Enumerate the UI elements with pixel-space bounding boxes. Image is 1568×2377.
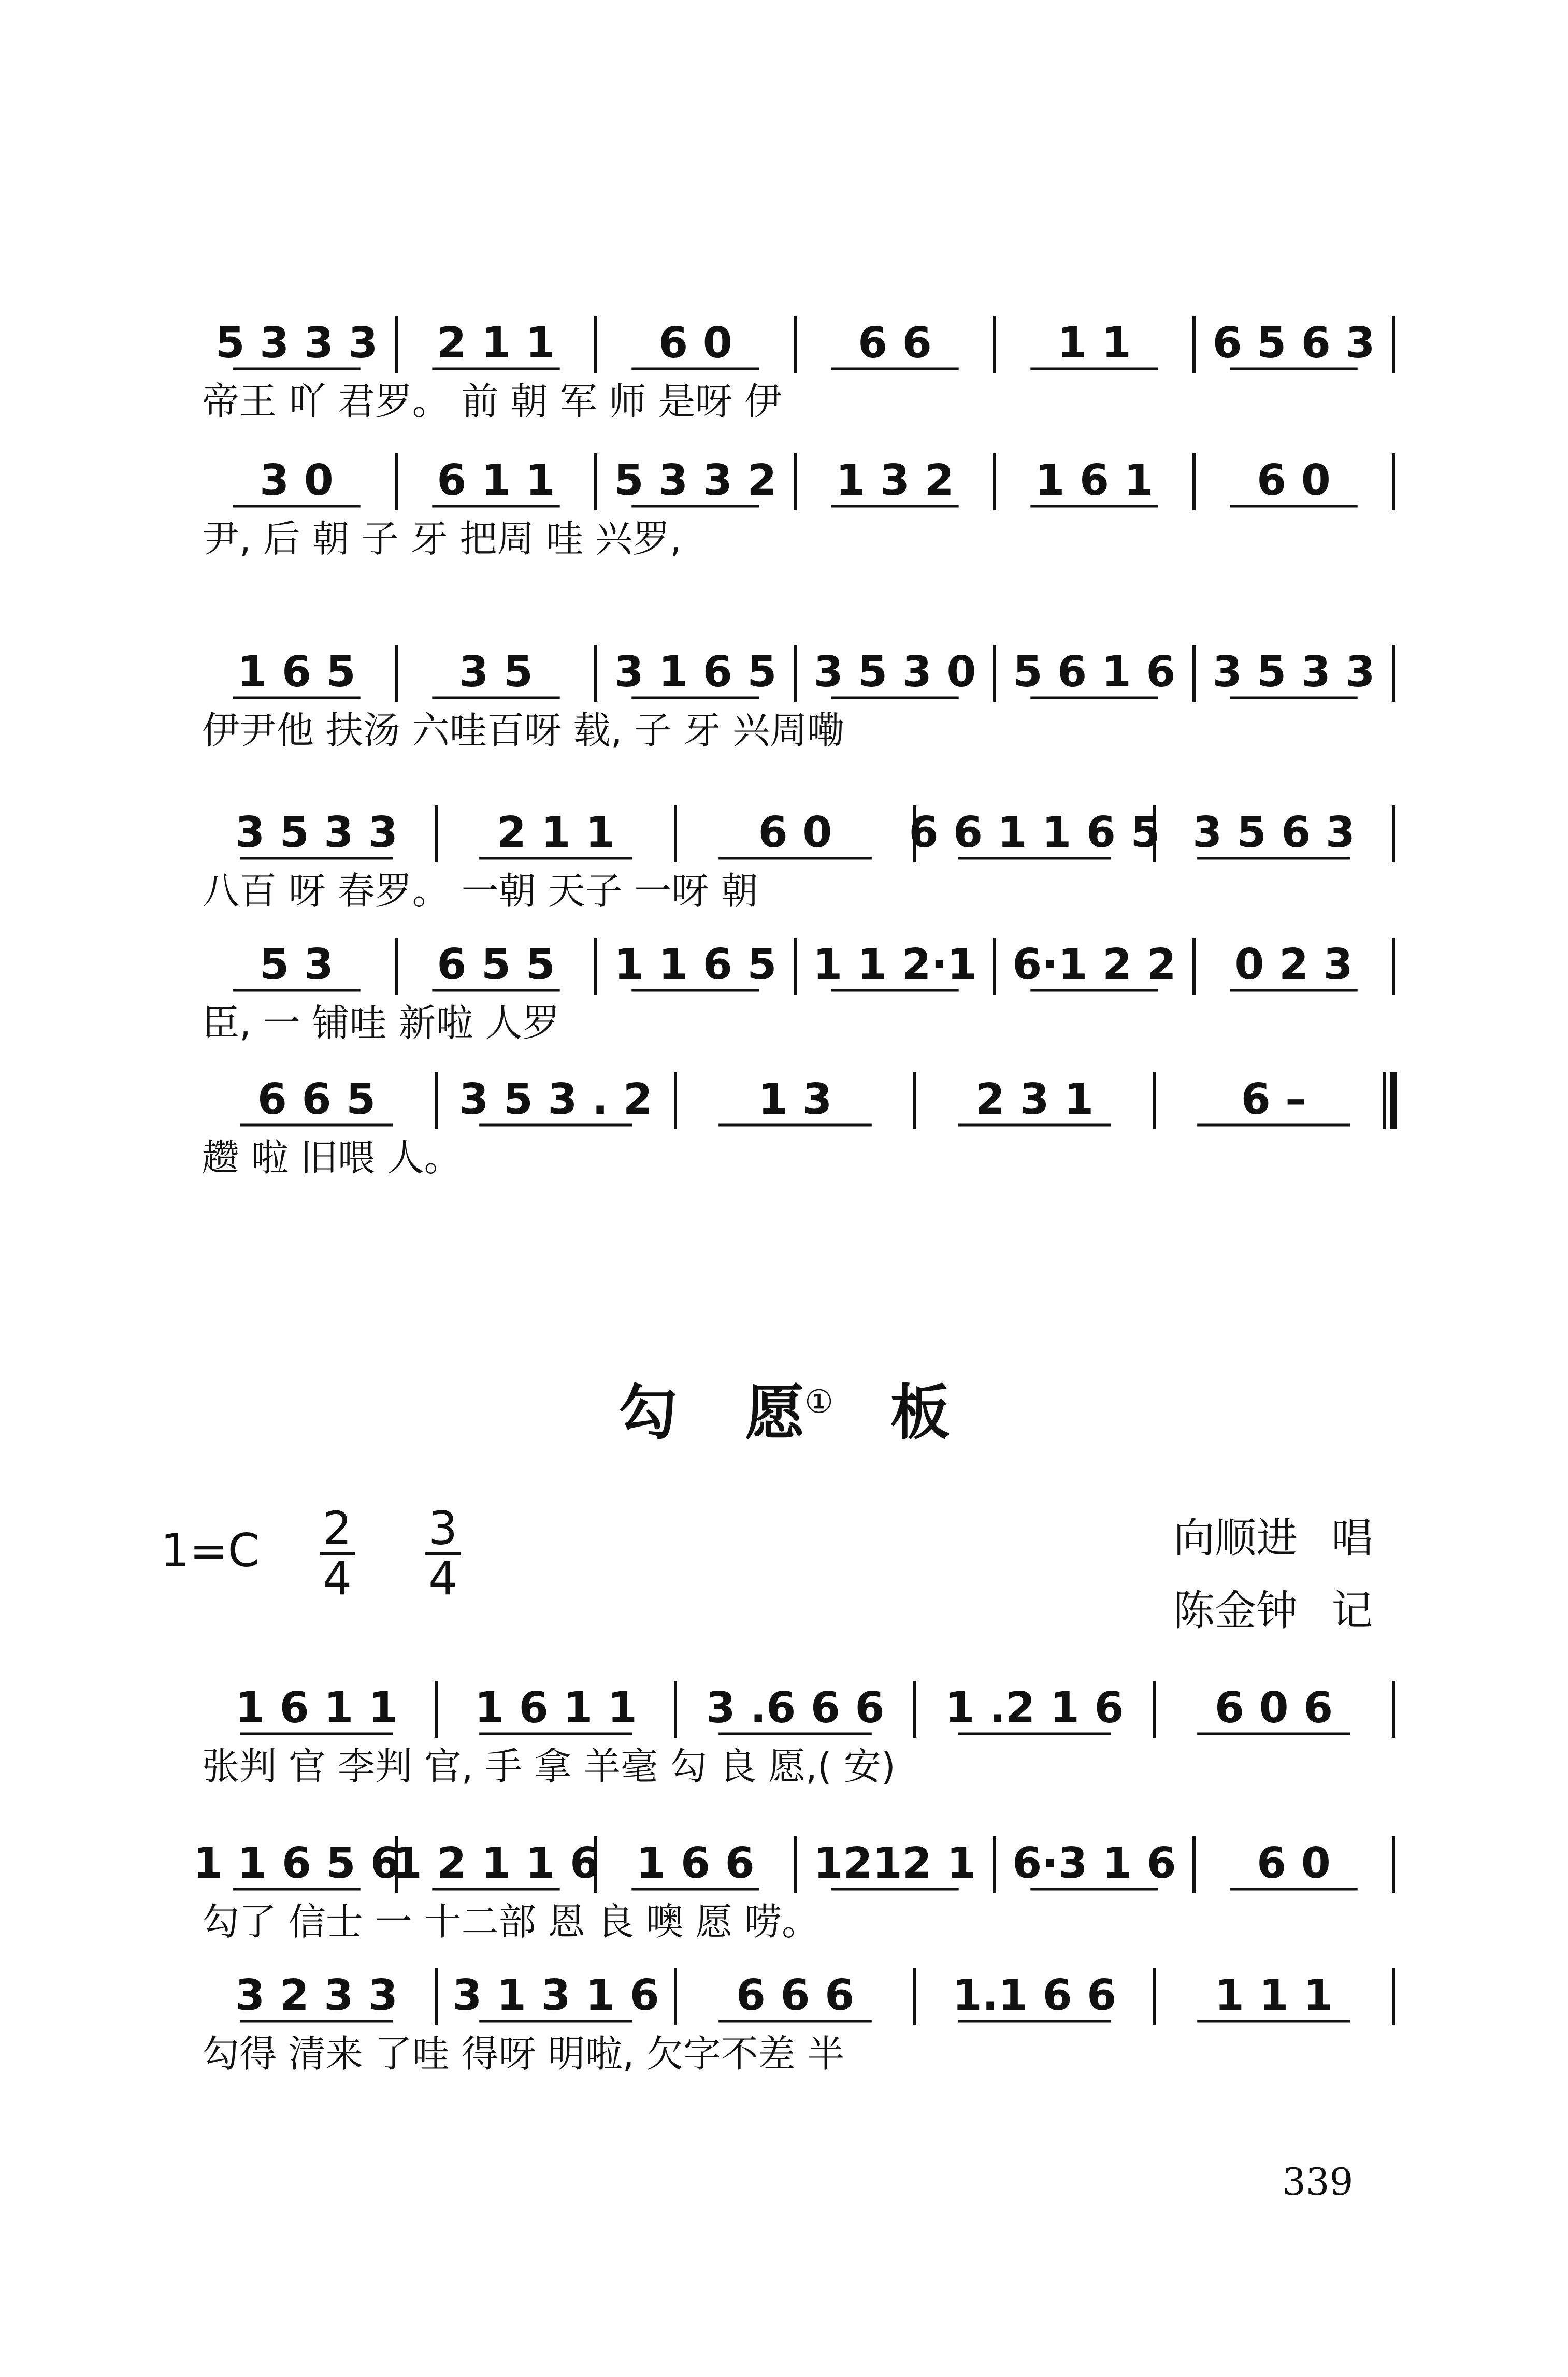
- title-char-3: 板: [890, 1378, 950, 1448]
- part2-system-2-measure-2: 6 6 6: [736, 1971, 855, 2020]
- part1-system-3-measure-0: 3 5 3 3: [235, 808, 398, 857]
- part1-system-3-measure-2: 6 0: [758, 808, 832, 857]
- part2-system-0-measure-0: 1 6 1 1: [235, 1683, 398, 1733]
- part1-system-0-measure-4: 1 1: [1057, 319, 1131, 368]
- part2-system-0-measure-1: 1 6 1 1: [474, 1683, 637, 1733]
- part1-system-0-measure-1: 2 1 1: [437, 319, 555, 368]
- part1-system-5-measure-4: 6 –: [1241, 1075, 1307, 1124]
- part1-system-0-lyrics: 帝王 吖 君罗。 前 朝 军 师 是呀 伊: [202, 380, 782, 423]
- part1-system-3-lyrics: 八百 呀 春罗。 一朝 天子 一呀 朝: [202, 869, 758, 913]
- recorder-credit: 陈金钟 记: [1173, 1587, 1373, 1635]
- part1-system-1-measure-0: 3 0: [260, 456, 334, 505]
- part1-system-4-measure-5: 0 2 3: [1234, 940, 1353, 989]
- part1-system-3-measure-4: 3 5 6 3: [1192, 808, 1355, 857]
- time-1-denominator: 4: [323, 1552, 352, 1606]
- part1-system-1-measure-1: 6 1 1: [437, 456, 555, 505]
- key-signature: 1=C: [161, 1523, 260, 1577]
- part2-system-1-measure-3: 1212 1: [813, 1839, 976, 1888]
- part2-system-2-lyrics: 勾得 清来 了哇 得呀 明啦, 欠字不差 半: [202, 2032, 845, 2076]
- part1-system-4-measure-3: 1 1 2·1: [813, 940, 977, 989]
- part1-system-5-measure-2: 1 3: [758, 1075, 832, 1124]
- page-number: 339: [1282, 2160, 1354, 2203]
- part2-system-1-measure-1: 1 2 1 1 6: [392, 1839, 600, 1888]
- part2-system-2-measure-0: 3 2 3 3: [235, 1971, 398, 2020]
- part1-system-0-measure-0: 5 3 3 3: [215, 319, 378, 368]
- part2-system-1-lyrics: 勾了 信士 一 十二部 恩 良 噢 愿 唠。: [202, 1900, 819, 1943]
- time-2-numerator: 3: [425, 1505, 461, 1555]
- part1-system-4-measure-1: 6 5 5: [437, 940, 555, 989]
- part1-system-4-measure-0: 5 3: [260, 940, 334, 989]
- part1-system-2-measure-2: 3 1 6 5: [614, 647, 777, 697]
- part2-system-2-measure-3: 1.1 6 6: [952, 1971, 1117, 2020]
- part1-system-1-measure-5: 6 0: [1257, 456, 1331, 505]
- title-footnote-mark: ①: [804, 1382, 833, 1421]
- part1-system-0-measure-3: 6 6: [858, 319, 932, 368]
- part1-system-2-measure-0: 1 6 5: [237, 647, 356, 697]
- part1-system-0-measure-2: 6 0: [658, 319, 732, 368]
- part1-system-2-lyrics: 伊尹他 扶汤 六哇百呀 载, 子 牙 兴周嘞: [202, 709, 845, 752]
- part1-system-0-measure-5: 6 5 6 3: [1212, 319, 1375, 368]
- part1-system-5-measure-3: 2 3 1: [975, 1075, 1094, 1124]
- part2-system-2-measure-1: 3 1 3 1 6: [452, 1971, 659, 2020]
- part1-system-2-measure-3: 3 5 3 0: [813, 647, 976, 697]
- part1-system-3-measure-3: 6 6 1 1 6 5: [909, 808, 1160, 857]
- title-char-1: 勾: [618, 1378, 678, 1448]
- part1-system-5-measure-1: 3 5 3 . 2: [459, 1075, 653, 1124]
- part2-system-0-measure-2: 3 .6 6 6: [706, 1683, 885, 1733]
- part1-system-2-measure-4: 5 6 1 6: [1013, 647, 1176, 697]
- part1-system-1-measure-4: 1 6 1: [1035, 456, 1154, 505]
- part2-system-1-measure-0: 1 1 6 5 6: [193, 1839, 400, 1888]
- key-and-time-signature: [161, 1502, 461, 1606]
- part2-system-1-measure-2: 1 6 6: [636, 1839, 755, 1888]
- part1-system-5-lyrics: 趱 啦 旧喂 人。: [202, 1136, 462, 1179]
- singer-credit: 向顺进 唱: [1173, 1514, 1373, 1562]
- part1-system-1-measure-3: 1 3 2: [836, 456, 954, 505]
- part2-system-1-measure-5: 6 0: [1257, 1839, 1331, 1888]
- time-signature-1: [320, 1502, 355, 1606]
- part2-system-0-lyrics: 张判 官 李判 官, 手 拿 羊毫 勾 良 愿,( 安): [202, 1745, 896, 1788]
- part2-system-0-measure-3: 1 .2 1 6: [945, 1683, 1124, 1733]
- part1-system-3-measure-1: 2 1 1: [496, 808, 615, 857]
- part1-system-1-measure-2: 5 3 3 2: [614, 456, 777, 505]
- part1-system-2-measure-1: 3 5: [459, 647, 533, 697]
- part1-system-4-measure-2: 1 1 6 5: [614, 940, 777, 989]
- time-2-denominator: 4: [428, 1552, 458, 1606]
- part1-system-5-measure-0: 6 6 5: [257, 1075, 376, 1124]
- piece-title: [0, 1365, 1568, 1450]
- time-signature-2: [425, 1502, 461, 1606]
- part1-system-4-measure-4: 6·1 2 2: [1012, 940, 1176, 989]
- part2-system-1-measure-4: 6·3 1 6: [1012, 1839, 1176, 1888]
- part1-system-4-lyrics: 臣, 一 铺哇 新啦 人罗: [202, 1001, 560, 1045]
- part2-system-2-measure-4: 1 1 1: [1214, 1971, 1333, 2020]
- time-1-numerator: 2: [320, 1505, 355, 1555]
- part1-system-1-lyrics: 尹, 后 朝 子 牙 把周 哇 兴罗,: [202, 517, 682, 560]
- part2-system-0-measure-4: 6 0 6: [1214, 1683, 1333, 1733]
- part1-system-2-measure-5: 3 5 3 3: [1212, 647, 1375, 697]
- title-char-2: 愿: [745, 1378, 805, 1448]
